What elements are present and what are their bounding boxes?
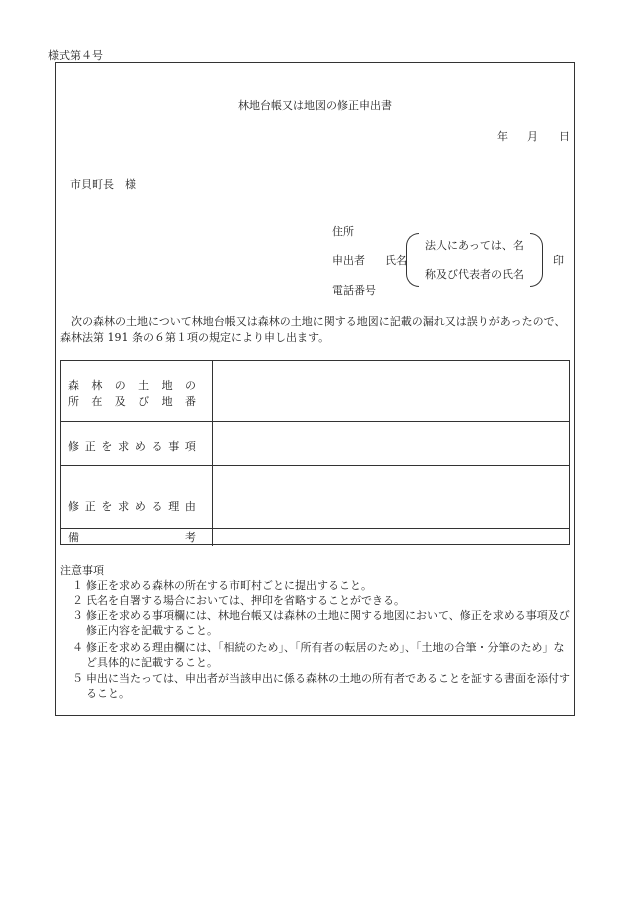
label-char: の [114,379,126,392]
addressee: 市貝町長 様 [70,178,136,191]
label-char: 正 [84,500,96,513]
remarks-label [68,529,196,545]
note-number: ２ [72,594,83,607]
note-item [60,640,572,670]
label-char: 在 [91,395,103,408]
corporate-note-line1: 法人にあっては、名 [425,239,524,252]
label-char: 林 [91,379,103,392]
note-text: 修正を求める理由欄には、「相続のため」、「所有者の転居のため」、「土地の合筆・分筆のため」など具体的に記載すること。 [86,641,565,669]
note-number: ５ [72,672,83,685]
location-label-line1 [68,377,196,393]
note-number: １ [72,579,83,592]
label-char: 修 [68,500,79,513]
table-row-location [61,361,569,422]
page-title: 林地台帳又は地図の修正申出書 [238,99,392,112]
location-label-line2 [68,393,196,409]
label-char: を [101,500,113,513]
label-char: る [151,440,163,453]
date-month-label: 月 [527,130,538,143]
details-table [60,360,570,545]
table-row-correction-item [61,422,569,466]
note-text: 申出に当たっては、申出者が当該申出に係る森林の土地の所有者であることを証する書面を添付すること。 [86,672,570,700]
label-char: 求 [118,500,130,513]
label-char: 及 [114,395,126,408]
label-char: 地 [161,379,173,392]
note-text: 氏名を自署する場合においては、押印を省略することができる。 [86,594,405,607]
label-char: め [134,440,146,453]
correction-item-label-cell [61,422,213,465]
label-char: め [134,500,146,513]
applicant-label: 申出者 [332,254,365,267]
note-number: ３ [72,609,83,622]
correction-reason-value-cell[interactable] [213,466,569,528]
note-item [60,578,572,593]
correction-reason-label [68,498,196,514]
note-item [60,593,572,608]
label-char: 番 [184,395,196,408]
note-text: 修正を求める事項欄には、林地台帳又は森林の土地に関する地図において、修正を求める事項及び修正内容を記載すること。 [86,609,570,637]
note-item [60,608,572,638]
name-label: 氏名 [385,254,407,267]
date-day-label: 日 [559,130,570,143]
label-char: 事 [168,440,180,453]
label-char: 由 [184,500,196,513]
corporate-note-line2: 称及び代表者の氏名 [425,268,524,281]
label-char: び [138,395,150,408]
left-parenthesis [406,233,419,287]
phone-label: 電話番号 [332,284,376,297]
form-number: 様式第４号 [48,49,103,62]
label-char: 求 [118,440,130,453]
remarks-value-cell[interactable] [213,529,569,546]
correction-item-label [68,438,196,454]
label-char: 所 [68,395,79,408]
label-char: 理 [168,500,180,513]
label-char: の [184,379,196,392]
label-char: 考 [185,531,196,544]
label-char: を [101,440,113,453]
correction-reason-label-cell [61,466,213,528]
table-row-remarks [61,529,569,546]
seal-label: 印 [553,254,564,267]
address-label: 住所 [332,225,354,238]
table-row-correction-reason [61,466,569,529]
note-number: ４ [72,641,83,654]
location-label-cell [61,361,213,421]
label-char: 正 [84,440,96,453]
label-char: る [151,500,163,513]
date-year-label: 年 [497,130,508,143]
label-char: 備 [68,531,79,544]
note-item [60,671,572,701]
notes-heading: 注意事項 [60,564,104,577]
label-char: 地 [161,395,173,408]
remarks-label-cell [61,529,213,546]
label-char: 森 [68,379,79,392]
label-char: 項 [184,440,196,453]
body-text: 次の森林の土地について林地台帳又は森林の土地に関する地図に記載の漏れ又は誤りがあったので、森林法第 191 条の６第１項の規定により申し出ます。 [60,315,566,344]
label-char: 修 [68,440,79,453]
right-parenthesis [530,233,543,287]
note-text: 修正を求める森林の所在する市町村ごとに提出すること。 [86,579,372,592]
correction-item-value-cell[interactable] [213,422,569,465]
label-char: 土 [138,379,150,392]
location-value-cell[interactable] [213,361,569,421]
